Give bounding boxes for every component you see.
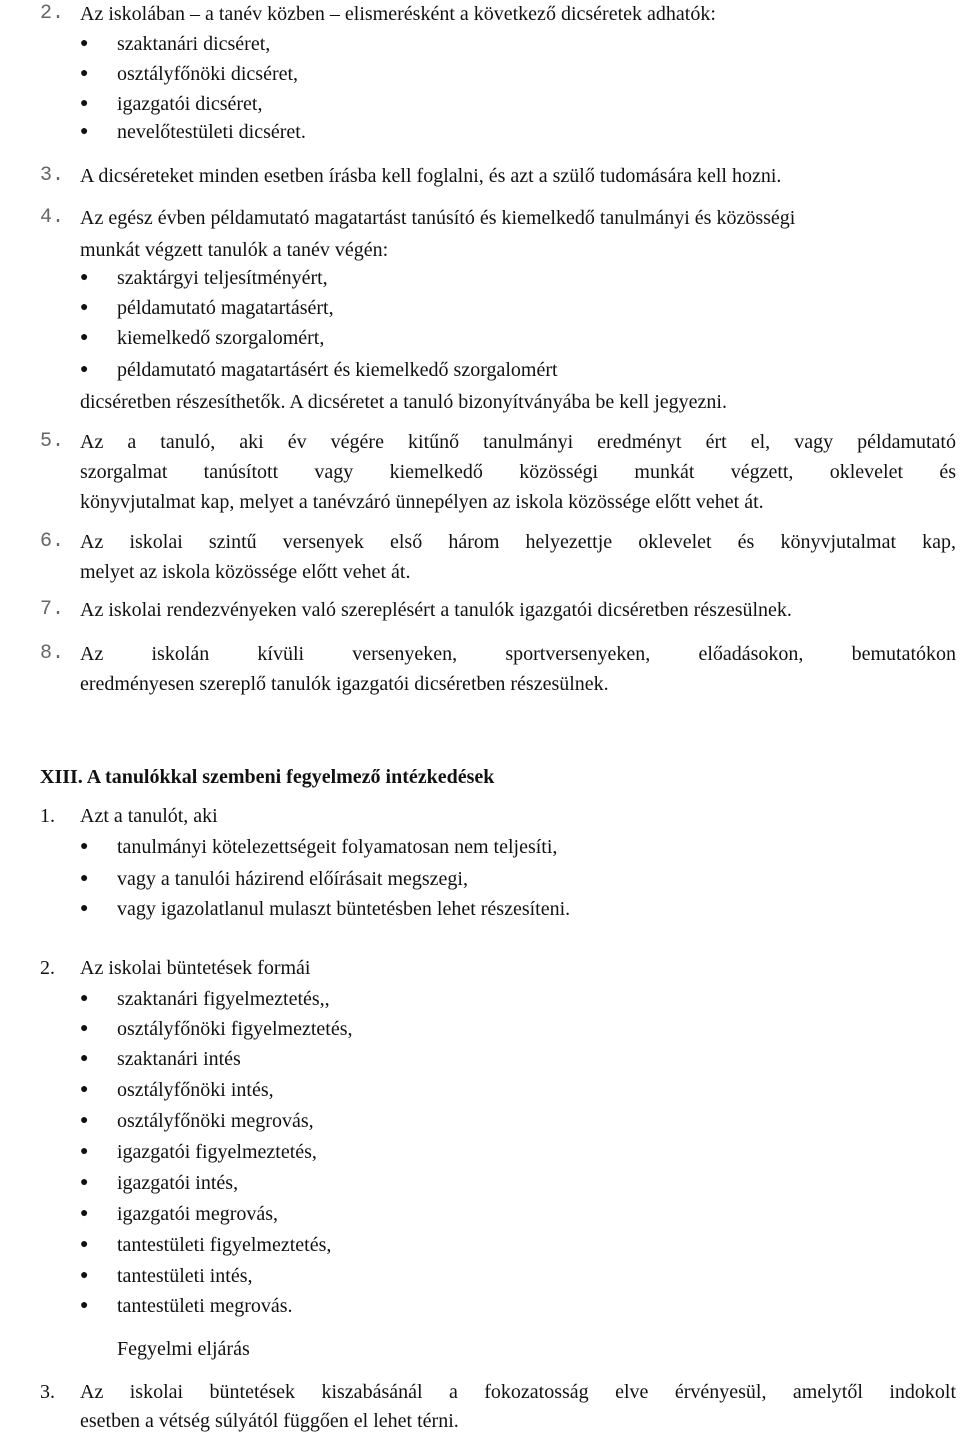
list-item: Fegyelmi eljárás: [117, 1338, 250, 1360]
bullet-dot-icon: ●: [80, 1021, 89, 1036]
bullet-dot-icon: ●: [80, 1113, 89, 1128]
item-number: 5.: [40, 430, 65, 453]
paragraph-text: esetben a vétség súlyától függően el lehet térni.: [80, 1410, 459, 1432]
bullet-dot-icon: ●: [80, 300, 89, 315]
bullet-dot-icon: ●: [80, 991, 89, 1006]
item-number: 2.: [40, 957, 55, 979]
item-number: 1.: [40, 805, 55, 827]
paragraph-text: Az iskolai büntetések kiszabásánál a fokozatosság elve érvényesül, amelytől indokolt: [80, 1381, 956, 1403]
paragraph-text: dicséretben részesíthetők. A dicséretet a tanuló bizonyítványába be kell jegyezni.: [80, 391, 727, 413]
paragraph-text: Az egész évben példamutató magatartást tanúsító és kiemelkedő tanulmányi és közösségi: [80, 207, 796, 229]
list-item: szaktárgyi teljesítményért,: [117, 267, 328, 289]
bullet-dot-icon: ●: [80, 1051, 89, 1066]
list-item: vagy igazolatlanul mulaszt büntetésben lehet részesíteni.: [117, 898, 571, 920]
paragraph-text: Azt a tanulót, aki: [80, 805, 218, 827]
bullet-dot-icon: ●: [80, 901, 89, 916]
bullet-dot-icon: ●: [80, 871, 89, 886]
bullet-dot-icon: ●: [80, 1268, 89, 1283]
list-item: szaktanári intés: [117, 1048, 241, 1070]
bullet-dot-icon: ●: [80, 1298, 89, 1313]
section-heading: XIII. A tanulókkal szembeni fegyelmező intézkedések: [40, 766, 495, 788]
paragraph-text: könyvjutalmat kap, melyet a tanévzáró ünnepélyen az iskola közössége előtt vehet át.: [80, 491, 764, 513]
paragraph-text: A dicséreteket minden esetben írásba kell foglalni, és azt a szülő tudomására kell hozni.: [80, 165, 782, 187]
bullet-dot-icon: ●: [80, 1175, 89, 1190]
list-item: igazgatói megrovás,: [117, 1203, 279, 1225]
item-number: 2.: [40, 2, 65, 25]
list-item: kiemelkedő szorgalomért,: [117, 327, 325, 349]
list-item: szaktanári figyelmeztetés,,: [117, 988, 330, 1010]
bullet-dot-icon: ●: [80, 124, 89, 139]
bullet-dot-icon: ●: [80, 362, 89, 377]
item-number: 3.: [40, 1381, 55, 1403]
paragraph-text: Az iskolában – a tanév közben – elismerésként a következő dicséretek adhatók:: [80, 3, 716, 25]
bullet-dot-icon: ●: [80, 1206, 89, 1221]
paragraph-text: Az a tanuló, aki év végére kitűnő tanulmányi eredményt ért el, vagy példamutató: [80, 431, 956, 453]
paragraph-text: Az iskolai rendezvényeken való szereplésért a tanulók igazgatói dicséretben részesülnek.: [80, 599, 792, 621]
list-item: igazgatói intés,: [117, 1172, 239, 1194]
paragraph-text: szorgalmat tanúsított vagy kiemelkedő közösségi munkát végzett, oklevelet és: [80, 461, 956, 483]
list-item: példamutató magatartásért és kiemelkedő szorgalomért: [117, 359, 558, 381]
bullet-dot-icon: ●: [80, 1082, 89, 1097]
list-item: osztályfőnöki dicséret,: [117, 63, 299, 85]
list-item: nevelőtestületi dicséret.: [117, 121, 306, 143]
list-item: igazgatói dicséret,: [117, 93, 263, 115]
list-item: osztályfőnöki figyelmeztetés,: [117, 1018, 353, 1040]
item-number: 6.: [40, 530, 65, 553]
item-number: 4.: [40, 206, 65, 229]
list-item: tantestületi megrovás.: [117, 1295, 293, 1317]
bullet-dot-icon: ●: [80, 36, 89, 51]
paragraph-text: munkát végzett tanulók a tanév végén:: [80, 239, 389, 261]
list-item: példamutató magatartásért,: [117, 297, 334, 319]
list-item: tanulmányi kötelezettségeit folyamatosan nem teljesíti,: [117, 836, 558, 858]
bullet-dot-icon: ●: [80, 1144, 89, 1159]
list-item: igazgatói figyelmeztetés,: [117, 1141, 317, 1163]
list-item: osztályfőnöki megrovás,: [117, 1110, 314, 1132]
list-item: osztályfőnöki intés,: [117, 1079, 274, 1101]
paragraph-text: Az iskolai szintű versenyek első három helyezettje oklevelet és könyvjutalmat kap,: [80, 531, 956, 553]
item-number: 3.: [40, 164, 65, 187]
bullet-dot-icon: ●: [80, 270, 89, 285]
paragraph-text: Az iskolai büntetések formái: [80, 957, 311, 979]
item-number: 7.: [40, 598, 65, 621]
paragraph-text: melyet az iskola közössége előtt vehet át.: [80, 561, 411, 583]
bullet-dot-icon: ●: [80, 66, 89, 81]
paragraph-text: Az iskolán kívüli versenyeken, sportversenyeken, előadásokon, bemutatókon: [80, 643, 956, 665]
bullet-dot-icon: ●: [80, 96, 89, 111]
list-item: szaktanári dicséret,: [117, 33, 271, 55]
list-item: vagy a tanulói házirend előírásait megszegi,: [117, 868, 468, 890]
bullet-dot-icon: ●: [80, 839, 89, 854]
list-item: tantestületi figyelmeztetés,: [117, 1234, 332, 1256]
paragraph-text: eredményesen szereplő tanulók igazgatói dicséretben részesülnek.: [80, 673, 609, 695]
item-number: 8.: [40, 642, 65, 665]
bullet-dot-icon: ●: [80, 1237, 89, 1252]
bullet-dot-icon: ●: [80, 330, 89, 345]
list-item: tantestületi intés,: [117, 1265, 253, 1287]
